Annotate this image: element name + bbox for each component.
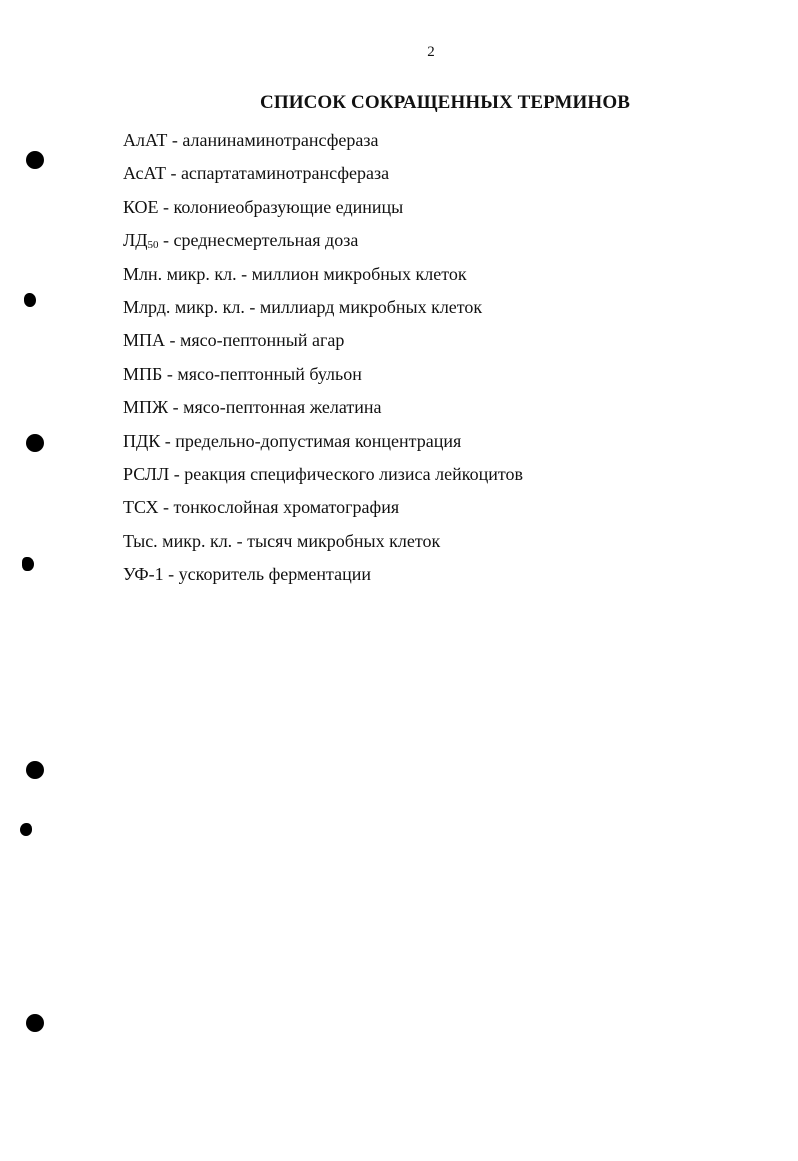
list-item: МПА - мясо-пептонный агар (123, 330, 345, 351)
abbreviation-list (123, 127, 523, 594)
list-item: АлАТ - аланинаминотрансфераза (123, 130, 379, 150)
list-item (123, 227, 523, 260)
punch-hole-mark (24, 293, 36, 307)
list-item: МПБ - мясо-пептонный бульон (123, 363, 362, 384)
list-item: ТСХ - тонкослойная хроматография (123, 497, 400, 518)
punch-hole-mark (26, 761, 44, 779)
list-item: ПДК - предельно-допустимая концентрация (123, 430, 462, 451)
punch-hole-mark (22, 557, 34, 571)
term-definition: - среднесмертельная доза (158, 230, 359, 251)
list-item: Млрд. микр. кл. - миллиард микробных клеток (123, 296, 483, 317)
term-subscript: 50 (147, 239, 159, 252)
punch-hole-mark (26, 151, 44, 169)
list-item: МПЖ - мясо-пептонная желатина (123, 397, 382, 418)
list-item: УФ-1 - ускоритель ферментации (123, 564, 371, 585)
page-number: 2 (427, 44, 435, 60)
list-item: Млн. микр. кл. - миллион микробных клеток (123, 263, 467, 284)
list-item: РСЛЛ - реакция специфического лизиса лейкоцитов (123, 463, 523, 484)
punch-hole-mark (26, 1014, 44, 1032)
page-title: СПИСОК СОКРАЩЕННЫХ ТЕРМИНОВ (260, 92, 630, 113)
list-item: Тыс. микр. кл. - тысяч микробных клеток (123, 530, 441, 551)
punch-hole-mark (26, 434, 44, 452)
term-abbreviation: ЛД (123, 230, 148, 251)
list-item: АсАТ - аспартатаминотрансфераза (123, 163, 390, 184)
list-item: КОЕ - колониеобразующие единицы (123, 196, 404, 217)
punch-hole-mark (20, 823, 32, 836)
